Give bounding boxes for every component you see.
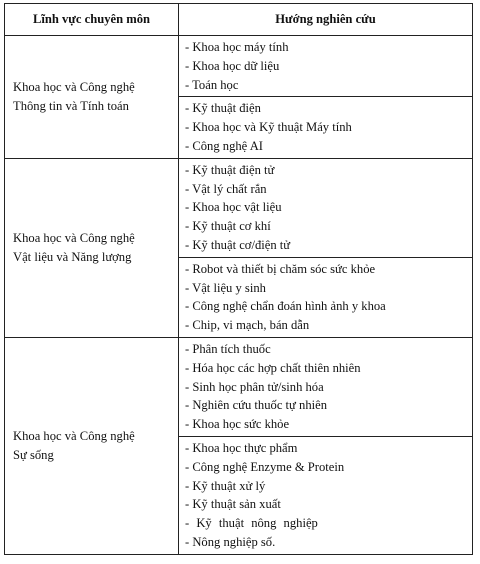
list-item: - Vật lý chất rắn xyxy=(185,181,267,196)
list-item: - Nông nghiệp số. xyxy=(185,534,276,549)
list-item: - Khoa học và Kỹ thuật Máy tính xyxy=(185,120,352,135)
research-group xyxy=(179,257,473,337)
list-item: - Kỹ thuật cơ khí xyxy=(185,219,271,234)
table-row xyxy=(5,36,473,97)
list-item: - Khoa học dữ liệu xyxy=(185,58,280,73)
field-cell xyxy=(5,158,179,337)
research-fields-table xyxy=(4,3,473,555)
field-name-line: Khoa học và Công nghệ xyxy=(13,231,135,246)
header-field: Lĩnh vực chuyên môn xyxy=(5,4,179,36)
list-item: - Công nghệ Enzyme & Protein xyxy=(185,459,345,474)
list-item: - Kỹ thuật điện xyxy=(185,101,261,116)
list-item: - Kỹ thuật sản xuất xyxy=(185,497,281,512)
list-item: - Hóa học các hợp chất thiên nhiên xyxy=(185,360,361,375)
list-item: - Toán học xyxy=(185,77,239,92)
list-item: - Công nghệ chẩn đoán hình ảnh y khoa xyxy=(185,299,386,314)
research-group xyxy=(179,36,473,97)
research-group xyxy=(179,97,473,158)
list-item: - Nghiên cứu thuốc tự nhiên xyxy=(185,398,328,413)
list-item: - Chip, vi mạch, bán dẫn xyxy=(185,318,310,333)
field-cell xyxy=(5,337,179,554)
list-item: - Kỹ thuật nông nghiệp xyxy=(185,516,318,531)
list-item: - Kỹ thuật xử lý xyxy=(185,478,266,493)
list-item: - Khoa học thực phẩm xyxy=(185,440,298,455)
list-item: - Khoa học sức khỏe xyxy=(185,417,290,432)
field-name-line: Khoa học và Công nghệ xyxy=(13,429,135,444)
list-item: - Kỹ thuật điện tử xyxy=(185,162,275,177)
field-name-line: Thông tin và Tính toán xyxy=(13,98,129,113)
list-item: - Khoa học máy tính xyxy=(185,40,289,54)
list-item: - Khoa học vật liệu xyxy=(185,200,282,215)
header-row xyxy=(5,4,473,36)
table-row xyxy=(5,158,473,257)
field-name-line: Vật liệu và Năng lượng xyxy=(13,249,132,264)
research-group xyxy=(179,436,473,554)
field-name-line: Sự sống xyxy=(13,447,54,462)
list-item: - Kỹ thuật cơ/điện tử xyxy=(185,237,291,252)
list-item: - Sinh học phân tử/sinh hóa xyxy=(185,379,324,394)
field-name-line: Khoa học và Công nghệ xyxy=(13,80,135,95)
list-item: - Phân tích thuốc xyxy=(185,341,271,356)
field-cell xyxy=(5,36,179,159)
list-item: - Công nghệ AI xyxy=(185,138,264,153)
research-group xyxy=(179,337,473,436)
research-group xyxy=(179,158,473,257)
table-row xyxy=(5,337,473,436)
list-item: - Robot và thiết bị chăm sóc sức khỏe xyxy=(185,261,376,276)
header-research: Hướng nghiên cứu xyxy=(179,4,473,36)
list-item: - Vật liệu y sinh xyxy=(185,280,266,295)
